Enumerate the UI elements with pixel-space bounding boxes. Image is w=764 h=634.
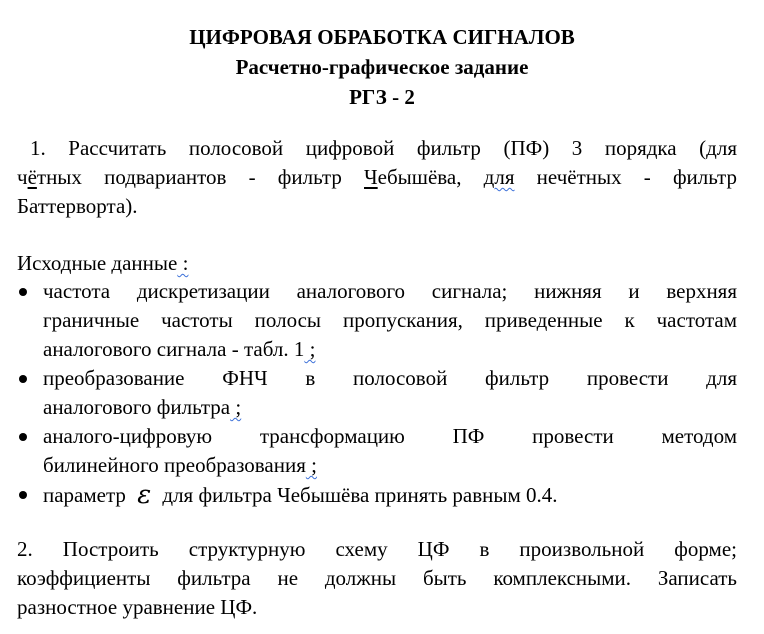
list-item-line: аналого-цифровую трансформацию ПФ провести методом (43, 424, 737, 448)
task-1-line-1: 1. Рассчитать полосовой цифровой фильтр (ПФ) 3 порядка (для (30, 136, 737, 160)
title-block (0, 22, 764, 112)
task-2-line-2: коэффициенты фильтра не должны быть комплексными. Записать (17, 566, 737, 590)
list-item-line (43, 335, 737, 364)
list-item (17, 277, 737, 364)
bullet-icon (19, 288, 27, 296)
document-title: ЦИФРОВАЯ ОБРАБОТКА СИГНАЛОВ (189, 25, 575, 49)
task-1-line-2 (17, 163, 737, 192)
text-fragment: билинейного преобразования (43, 453, 306, 477)
list-item-line (43, 393, 737, 422)
bullet-icon (19, 375, 27, 383)
spellcheck-mark: ; (305, 453, 317, 477)
initial-data-label: Исходные данные (17, 251, 178, 275)
list-item-line: граничные частоты полосы пропускания, приведенные к частотам (43, 308, 737, 332)
text-fragment: аналогового сигнала - табл. 1 (43, 337, 305, 361)
spellcheck-mark: ; (230, 395, 242, 419)
bullet-icon (19, 433, 27, 441)
task-1-line-3: Баттерворта). (17, 194, 138, 218)
list-item-line (43, 451, 737, 480)
text-fragment: тных подвариантов - фильтр (36, 165, 365, 189)
text-fragment: ч (17, 165, 28, 189)
list-item-line: преобразование ФНЧ в полосовой фильтр провести для (43, 366, 737, 390)
list-item (17, 480, 737, 509)
initial-data-heading (17, 249, 737, 278)
document-code: РГЗ - 2 (349, 85, 415, 109)
bullet-icon (19, 491, 27, 499)
task-2-line-1: 2. Построить структурную схему ЦФ в произвольной форме; (17, 537, 737, 561)
text-fragment: ебышёва, (377, 165, 484, 189)
task-1-paragraph (17, 134, 737, 221)
spellcheck-word: для (483, 165, 515, 189)
text-fragment: аналогового фильтра (43, 395, 231, 419)
spellcheck-mark: ; (304, 337, 316, 361)
task-2-line-3: разностное уравнение ЦФ. (17, 595, 258, 619)
spellcheck-mark: : (177, 251, 189, 275)
list-item-line: частота дискретизации аналогового сигнала; нижняя и верхняя (43, 279, 737, 303)
document-subtitle: Расчетно-графическое задание (235, 55, 529, 79)
epsilon-symbol: ε (137, 480, 152, 510)
list-item (17, 422, 737, 480)
list-item (17, 364, 737, 422)
list-item-line (43, 480, 737, 509)
task-2-paragraph (17, 535, 737, 622)
text-fragment: для фильтра Чебышёва принять равным 0.4. (157, 483, 558, 507)
requirements-list (17, 277, 737, 509)
text-fragment: параметр (43, 483, 132, 507)
underlined-letter: Ч (364, 165, 378, 189)
text-fragment: нечётных - фильтр (514, 165, 737, 189)
underlined-letter: ё (27, 165, 37, 189)
